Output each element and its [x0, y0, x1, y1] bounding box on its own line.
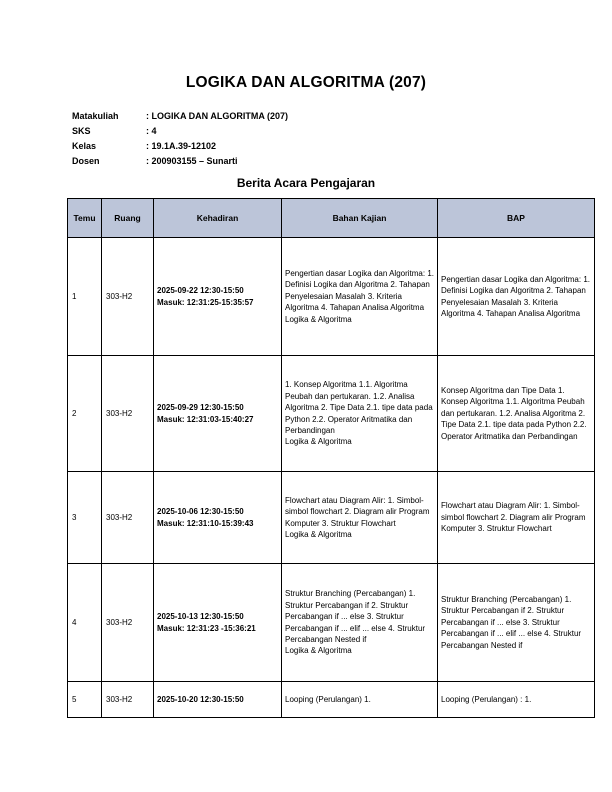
table-row: [68, 356, 595, 472]
cell-kehadiran: [154, 356, 282, 472]
meta-value: : LOGIKA DAN ALGORITMA (207): [146, 111, 288, 121]
meta-key: Kelas: [72, 141, 97, 151]
column-header-ruang: Ruang: [102, 199, 154, 238]
cell-bap: Struktur Branching (Percabangan) 1. Struktur Percabangan if 2. Struktur Percabangan if ... else 3. Struktur Percabangan if ... elif ... else 4. Struktur Percabangan Nested if: [438, 564, 595, 682]
cell-bap: Flowchart atau Diagram Alir: 1. Simbol-simbol flowchart 2. Diagram alir Program Komputer 3. Struktur Flowchart: [438, 472, 595, 564]
meta-value: : 200903155 – Sunarti: [146, 156, 238, 166]
attendance-text: Masuk: 12:31:10-15:39:43: [157, 518, 254, 528]
cell-bahan-kajian: [282, 238, 438, 356]
cell-kehadiran: [154, 682, 282, 718]
topic-description: Struktur Branching (Percabangan) 1. Struktur Percabangan if 2. Struktur Percabangan if ... else 3. Struktur Percabangan if ... elif ... else 4. Struktur Percabangan Nested if: [285, 589, 426, 644]
table-row: [68, 564, 595, 682]
meta-row-matakuliah: [72, 109, 288, 124]
cell-bahan-kajian: [282, 564, 438, 682]
topic-description: Pengertian dasar Logika dan Algoritma: 1. Definisi Logika dan Algoritma 2. Tahapan Penyelesaian Masalah 3. Kriteria Algoritma 4. Tahapan Analisa Algoritma: [285, 268, 434, 313]
cell-ruang: 303-H2: [102, 564, 154, 682]
topic-subject: Logika & Algoritma: [285, 437, 352, 447]
schedule-text: 2025-09-22 12:30-15:50: [157, 286, 244, 296]
meta-key: Dosen: [72, 156, 100, 166]
section-title: Berita Acara Pengajaran: [236, 176, 376, 190]
cell-ruang: 303-H2: [102, 682, 154, 718]
column-header-bap: BAP: [438, 199, 595, 238]
column-header-bahan-kajian: Bahan Kajian: [282, 199, 438, 238]
cell-temu: 3: [68, 472, 102, 564]
cell-bap: Pengertian dasar Logika dan Algoritma: 1. Definisi Logika dan Algoritma 2. Tahapan Penyelesaian Masalah 3. Kriteria Algoritma 4. Tahapan Analisa Algoritma: [438, 238, 595, 356]
cell-bap: Konsep Algoritma dan Tipe Data 1. Konsep Algoritma 1.1. Algoritma Peubah dan pertukaran. 1.2. Analisa Algoritma 2. Tipe Data 2.1. tipe data pada Python 2.2. Operator Aritmatika dan Perbandingan: [438, 356, 595, 472]
topic-description: Flowchart atau Diagram Alir: 1. Simbol-simbol flowchart 2. Diagram alir Program Komputer 3. Struktur Flowchart: [285, 495, 430, 528]
topic-description: 1. Konsep Algoritma 1.1. Algoritma Peubah dan pertukaran. 1.2. Analisa Algoritma 2. Tipe Data 2.1. tipe data pada Python 2.2. Operator Aritmatika dan Perbandingan: [285, 380, 433, 435]
schedule-text: 2025-10-06 12:30-15:50: [157, 507, 244, 517]
attendance-text: Masuk: 12:31:03-15:40:27: [157, 414, 254, 424]
cell-bahan-kajian: [282, 472, 438, 564]
table-row: [68, 472, 595, 564]
meta-row-dosen: [72, 154, 288, 169]
cell-bahan-kajian: [282, 682, 438, 718]
meta-key: SKS: [72, 126, 91, 136]
meta-value: : 19.1A.39-12102: [146, 141, 217, 151]
meta-key: Matakuliah: [72, 111, 119, 121]
cell-bap: Looping (Perulangan) : 1.: [438, 682, 595, 718]
schedule-text: 2025-10-13 12:30-15:50: [157, 612, 244, 622]
column-header-temu: Temu: [68, 199, 102, 238]
teaching-log-table: [67, 198, 595, 718]
cell-kehadiran: [154, 564, 282, 682]
cell-bahan-kajian: [282, 356, 438, 472]
topic-description: Looping (Perulangan) 1.: [285, 694, 371, 704]
schedule-text: 2025-09-29 12:30-15:50: [157, 403, 244, 413]
schedule-text: 2025-10-20 12:30-15:50: [157, 694, 244, 704]
cell-ruang: 303-H2: [102, 472, 154, 564]
cell-temu: 2: [68, 356, 102, 472]
attendance-text: Masuk: 12:31:23 -15:36:21: [157, 623, 256, 633]
table-header-row: [68, 199, 595, 238]
column-header-kehadiran: Kehadiran: [154, 199, 282, 238]
table-row: [68, 682, 595, 718]
table-row: [68, 238, 595, 356]
cell-kehadiran: [154, 472, 282, 564]
attendance-text: Masuk: 12:31:25-15:35:57: [157, 297, 254, 307]
page-title: LOGIKA DAN ALGORITMA (207): [185, 74, 427, 91]
cell-temu: 5: [68, 682, 102, 718]
cell-temu: 1: [68, 238, 102, 356]
topic-subject: Logika & Algoritma: [285, 529, 352, 539]
meta-row-kelas: [72, 139, 288, 154]
topic-subject: Logika & Algoritma: [285, 314, 352, 324]
cell-kehadiran: [154, 238, 282, 356]
meta-value: : 4: [146, 126, 157, 136]
meta-row-sks: [72, 124, 288, 139]
cell-ruang: 303-H2: [102, 356, 154, 472]
topic-subject: Logika & Algoritma: [285, 646, 352, 656]
cell-ruang: 303-H2: [102, 238, 154, 356]
cell-temu: 4: [68, 564, 102, 682]
course-info: [72, 109, 288, 169]
